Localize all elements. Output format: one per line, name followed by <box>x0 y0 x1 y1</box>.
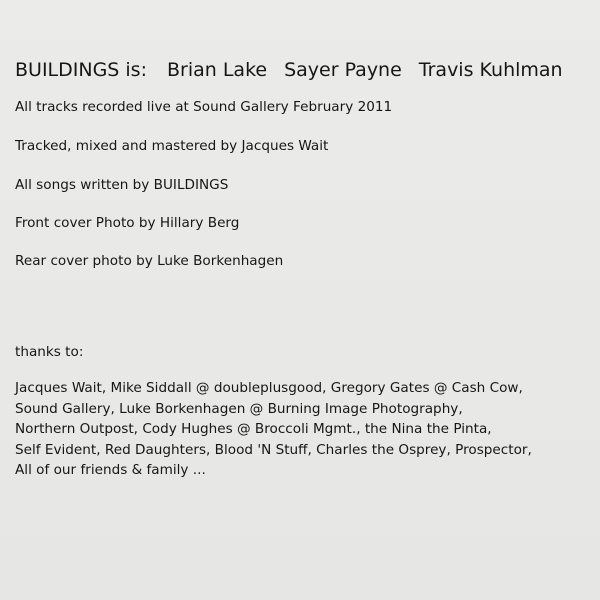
credit-recording: All tracks recorded live at Sound Gallery February 2011 <box>15 99 393 115</box>
band-lineup-label: BUILDINGS is: <box>15 59 147 81</box>
band-member-brian-lake: Brian Lake <box>166 59 268 81</box>
thanks-line: All of our friends & family ... <box>15 462 206 478</box>
thanks-line: Self Evident, Red Daughters, Blood 'N Stuff, Charles the Osprey, Prospector, <box>15 441 532 458</box>
credit-rear-cover-photo: Rear cover photo by Luke Borkenhagen <box>15 253 284 269</box>
thanks-list <box>15 378 595 481</box>
credit-front-cover-photo: Front cover Photo by Hillary Berg <box>15 215 240 231</box>
thanks-line: Northern Outpost, Cody Hughes @ Broccoli Mgmt., the Nina the Pinta, <box>15 421 492 437</box>
credit-mixing: Tracked, mixed and mastered by Jacques Wait <box>15 138 329 154</box>
thanks-heading: thanks to: <box>15 344 84 360</box>
thanks-line: Sound Gallery, Luke Borkenhagen @ Burning Image Photography, <box>15 400 463 417</box>
thanks-line: Jacques Wait, Mike Siddall @ doubleplusgood, Gregory Gates @ Cash Cow, <box>15 380 523 396</box>
band-lineup <box>15 56 563 84</box>
credit-songwriting: All songs written by BUILDINGS <box>15 177 229 193</box>
band-member-sayer-payne: Sayer Payne <box>284 59 402 81</box>
band-member-travis-kuhlman: Travis Kuhlman <box>418 59 563 81</box>
